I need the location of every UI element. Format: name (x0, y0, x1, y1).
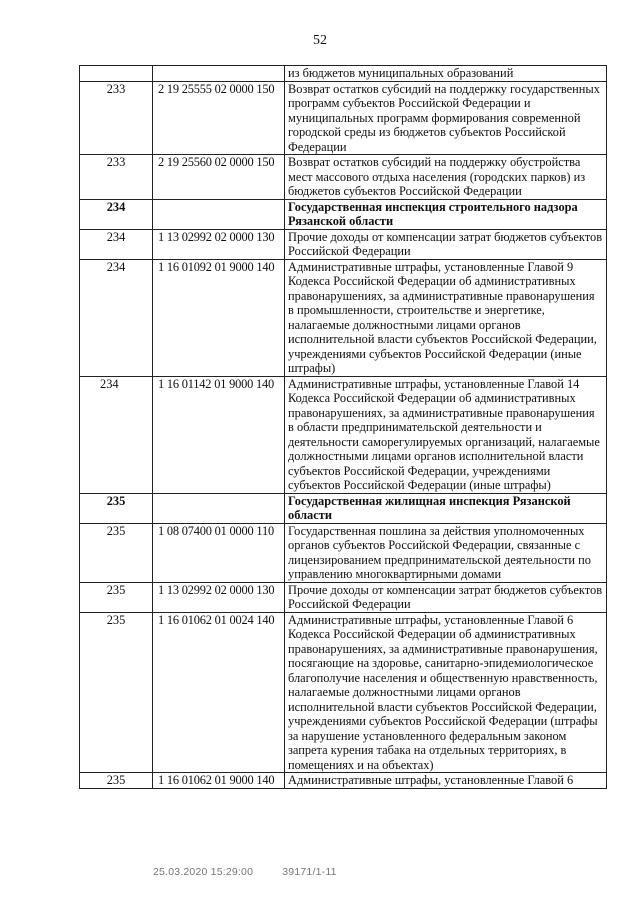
revenue-codes-table (79, 65, 607, 789)
income-name-cell: из бюджетов муниципальных образований (285, 66, 607, 82)
section-header-row (80, 199, 607, 229)
budget-code-cell (153, 66, 285, 82)
page-number: 52 (313, 33, 327, 48)
admin-code-cell: 233 (80, 81, 153, 155)
income-name-cell: Административные штрафы, установленные Главой 9 Кодекса Российской Федерации об административных правонарушениях, за административные правонарушения в промышленности, строительстве и энергетике, налагаемые должностными лицами органов исполнительной власти субъектов Российской Федерации, учреждениями субъектов Российской Федерации (иные штрафы) (285, 259, 607, 376)
admin-code-cell (80, 66, 153, 82)
footer-doc-id: 39171/1-11 (282, 866, 337, 878)
income-name-cell: Возврат остатков субсидий на поддержку государственных программ субъектов Российской Федерации и муниципальных программ формирования современной городской среды из бюджетов субъектов Российской Федерации (285, 81, 607, 155)
table-row (80, 582, 607, 612)
section-title-cell: Государственная инспекция строительного надзора Рязанской области (285, 199, 607, 229)
table-row (80, 81, 607, 155)
admin-code-cell: 235 (80, 773, 153, 789)
admin-code-cell: 235 (80, 523, 153, 582)
admin-code-cell: 233 (80, 155, 153, 200)
table-row (80, 773, 607, 789)
budget-code-cell: 1 16 01092 01 9000 140 (153, 259, 285, 376)
income-name-cell: Прочие доходы от компенсации затрат бюджетов субъектов Российской Федерации (285, 582, 607, 612)
budget-code-cell: 1 16 01062 01 0024 140 (153, 612, 285, 773)
section-title-cell: Государственная жилищная инспекция Рязанской области (285, 493, 607, 523)
table-row (80, 66, 607, 82)
income-name-cell: Государственная пошлина за действия уполномоченных органов субъектов Российской Федерации, связанные с лицензированием предпринимательской деятельности по управлению многоквартирными домами (285, 523, 607, 582)
admin-code-cell: 234 (80, 229, 153, 259)
admin-code-cell: 234 (80, 259, 153, 376)
section-header-row (80, 493, 607, 523)
budget-code-cell: 1 16 01062 01 9000 140 (153, 773, 285, 789)
admin-code-cell: 235 (80, 493, 153, 523)
budget-code-cell: 2 19 25560 02 0000 150 (153, 155, 285, 200)
income-name-cell: Возврат остатков субсидий на поддержку обустройства мест массового отдыха населения (городских парков) из бюджетов субъектов Российской Федерации (285, 155, 607, 200)
budget-code-cell (153, 493, 285, 523)
budget-code-cell: 1 08 07400 01 0000 110 (153, 523, 285, 582)
admin-code-cell: 235 (80, 582, 153, 612)
table-row (80, 229, 607, 259)
budget-code-cell: 1 13 02992 02 0000 130 (153, 582, 285, 612)
budget-code-cell: 1 16 01142 01 9000 140 (153, 376, 285, 493)
table-row (80, 376, 607, 493)
income-name-cell: Административные штрафы, установленные Главой 6 (285, 773, 607, 789)
table-row (80, 523, 607, 582)
budget-code-cell: 2 19 25555 02 0000 150 (153, 81, 285, 155)
income-name-cell: Прочие доходы от компенсации затрат бюджетов субъектов Российской Федерации (285, 229, 607, 259)
admin-code-cell: 235 (80, 612, 153, 773)
table-row (80, 612, 607, 773)
income-name-cell: Административные штрафы, установленные Главой 6 Кодекса Российской Федерации об административных правонарушениях, за административные правонарушения, посягающие на здоровье, санитарно-эпидемиологическое благополучие населения и общественную нравственность, налагаемые должностными лицами органов исполнительной власти субъектов Российской Федерации, учреждениями субъектов Российской Федерации (штрафы за нарушение установленного федеральным законом запрета курения табака на отдельных территориях, в помещениях и на объектах) (285, 612, 607, 773)
table-row (80, 155, 607, 200)
footer-timestamp: 25.03.2020 15:29:00 (153, 866, 254, 878)
income-name-cell: Административные штрафы, установленные Главой 14 Кодекса Российской Федерации об административных правонарушениях, за административные правонарушения в области предпринимательской деятельности и деятельности саморегулируемых организаций, налагаемые должностными лицами органов исполнительной власти субъектов Российской Федерации, учреждениями субъектов Российской Федерации (иные штрафы) (285, 376, 607, 493)
admin-code-cell: 234 (80, 376, 153, 493)
budget-code-cell (153, 199, 285, 229)
budget-code-cell: 1 13 02992 02 0000 130 (153, 229, 285, 259)
table-row (80, 259, 607, 376)
admin-code-cell: 234 (80, 199, 153, 229)
page-footer (153, 866, 363, 878)
